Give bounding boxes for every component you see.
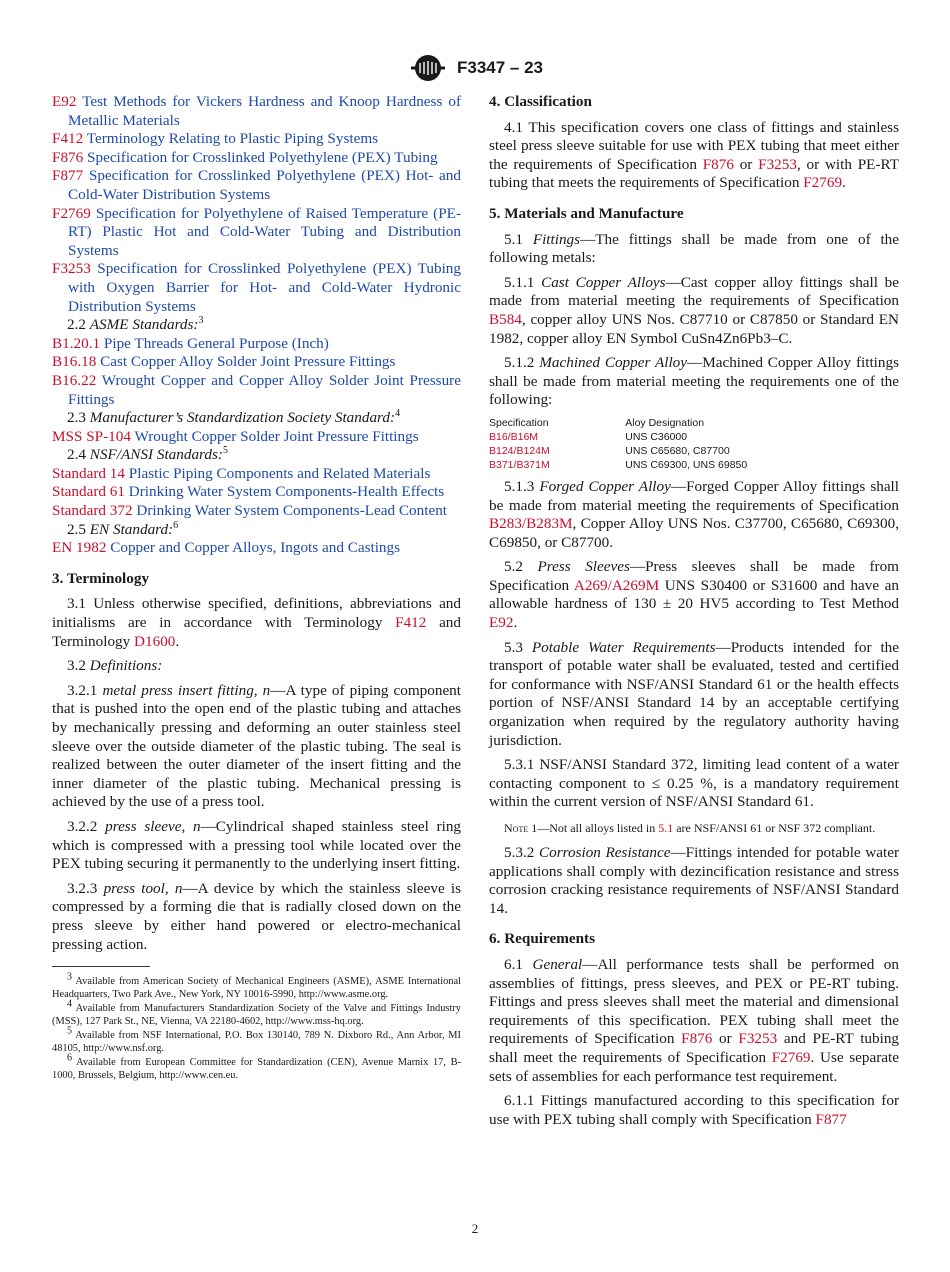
reference-title-link[interactable]: Cast Copper Alloy Solder Joint Pressure Fittings bbox=[100, 353, 396, 371]
reference-code-link[interactable]: F412 bbox=[52, 130, 84, 148]
reference-entry bbox=[52, 371, 461, 409]
reference-entry bbox=[52, 260, 461, 316]
reference-title-link[interactable]: Wrought Copper Solder Joint Pressure Fittings bbox=[134, 427, 419, 445]
reference-title-link[interactable]: Specification for Crosslinked Polyethylene (PEX) Hot- and Cold-Water Distribution Systems bbox=[68, 167, 461, 203]
section-5-heading: 5. Materials and Manufacture bbox=[489, 204, 684, 222]
note-1: Note 1—Not all alloys listed in 5.1 are NSF/ANSI 61 or NSF 372 compliant. bbox=[504, 821, 876, 835]
para-3-1: 3.1 Unless otherwise specified, definitions, abbreviations and initialisms are in accordance with Terminology F412 and Terminology D1600. bbox=[52, 595, 461, 650]
link-f3253[interactable]: F3253 bbox=[758, 155, 797, 173]
document-designation: F3347 – 23 bbox=[456, 58, 543, 77]
link-f2769[interactable]: F2769 bbox=[771, 1048, 811, 1066]
section-2-2: 2.2 ASME Standards:$^3$ bbox=[67, 315, 204, 334]
reference-code-link[interactable]: F3253 bbox=[52, 260, 91, 278]
link-f3253[interactable]: F3253 bbox=[738, 1030, 778, 1048]
astm-logo-icon bbox=[407, 53, 449, 83]
footnote: $^3$ Available from American Society of Mechanical Engineers (ASME), ASME International Headquarters, Two Park Ave., New York, NY 10016-5990, http://www.asme.org. bbox=[52, 971, 461, 1001]
reference-title-link[interactable]: Pipe Threads General Purpose (Inch) bbox=[103, 334, 329, 352]
para-3-2-3: 3.2.3 press tool, n—A device by which the stainless sleeve is compressed by a forming die that is radially closed down on the press sleeve by either hand powered or electro-mechanical pressing action. bbox=[52, 879, 461, 953]
reference-code-link[interactable]: MSS SP-104 bbox=[52, 427, 131, 445]
reference-title-link[interactable]: Wrought Copper and Copper Alloy Solder Joint Pressure Fittings bbox=[68, 371, 461, 408]
reference-code-link[interactable]: F2769 bbox=[52, 204, 91, 222]
left-column bbox=[52, 93, 461, 1083]
link-f2769[interactable]: F2769 bbox=[803, 174, 843, 192]
link-section-5-1[interactable]: 5.1 bbox=[658, 821, 674, 835]
table-row bbox=[489, 430, 899, 444]
reference-title-link[interactable]: Plastic Piping Components and Related Materials bbox=[128, 464, 431, 482]
reference-title-link[interactable]: Drinking Water System Components-Health Effects bbox=[128, 483, 445, 501]
section-2-3: 2.3 Manufacturer’s Standardization Society Standard:$^4$ bbox=[67, 408, 401, 427]
para-5-2: 5.2 Press Sleeves—Press sleeves shall be made from Specification A269/A269M UNS S30400 or S31600 and have an allowable hardness of 130 ± 20 HV5 according to Test Method E92. bbox=[489, 558, 899, 632]
para-5-3-2: 5.3.2 Corrosion Resistance—Fittings intended for potable water applications shall comply with dezincification resistance and stress corrosion cracking resistance requirements of NSF/ANSI Standard 14. bbox=[489, 844, 900, 917]
para-6-1: 6.1 General—All performance tests shall be performed on assemblies of fittings, press sleeves, and PEX or PE-RT tubing. Fittings and press sleeves shall meet the material and dimensional requirements of this specification. PEX tubing shall meet the requirements of Specification F876 or F3253 and PE-RT tubing shall meet the requirements of Specification F2769. Use separate sets of assemblies for each performance test requirement. bbox=[489, 955, 900, 1085]
page-header bbox=[0, 53, 950, 83]
table-header-specification: Specification bbox=[489, 416, 549, 429]
reference-title-link[interactable]: Drinking Water System Components-Lead Content bbox=[136, 502, 448, 520]
reference-entry bbox=[52, 167, 461, 204]
table-cell-spec[interactable]: B124/B124M bbox=[489, 444, 550, 457]
reference-code-link[interactable]: Standard 61 bbox=[52, 483, 125, 501]
reference-entry bbox=[52, 502, 461, 521]
section-2-4: 2.4 NSF/ANSI Standards:$^5$ bbox=[67, 445, 228, 464]
table-cell-spec[interactable]: B16/B16M bbox=[489, 430, 539, 443]
reference-code-link[interactable]: F877 bbox=[52, 167, 84, 185]
reference-code-link[interactable]: B16.18 bbox=[52, 353, 97, 371]
reference-entry bbox=[52, 427, 461, 447]
reference-title-link[interactable]: Specification for Polyethylene of Raised Temperature (PE-RT) Plastic Hot and Cold-Water Tubing and Distribution Systems bbox=[68, 204, 462, 259]
reference-title-link[interactable]: Test Methods for Vickers Hardness and Knoop Hardness of Metallic Materials bbox=[68, 93, 461, 129]
right-column bbox=[489, 93, 899, 1135]
reference-entry bbox=[52, 93, 461, 130]
reference-code-link[interactable]: Standard 14 bbox=[52, 464, 125, 482]
link-b584[interactable]: B584 bbox=[489, 310, 522, 328]
reference-title-link[interactable]: Terminology Relating to Plastic Piping Systems bbox=[86, 130, 379, 148]
link-f876[interactable]: F876 bbox=[702, 155, 734, 173]
table-cell-alloy: UNS C69300, UNS 69850 bbox=[625, 458, 748, 471]
table-cell-alloy: UNS C65680, C87700 bbox=[625, 444, 730, 457]
table-header-alloy-designation: Aloy Designation bbox=[625, 416, 705, 429]
section-2-5: 2.5 EN Standard:$^6$ bbox=[67, 519, 179, 538]
table-row bbox=[489, 458, 899, 472]
link-f876[interactable]: F876 bbox=[681, 1030, 713, 1048]
reference-entry bbox=[52, 483, 461, 502]
para-5-1-3: 5.1.3 Forged Copper Alloy—Forged Copper Alloy fittings shall be made from material meeting the requirements of Specification B283/B283M, Copper Alloy UNS Nos. C37700, C65680, C69300, C69850, or C87700. bbox=[489, 477, 899, 551]
reference-title-link[interactable]: Specification for Crosslinked Polyethylene (PEX) Tubing bbox=[87, 148, 438, 166]
reference-entry bbox=[52, 464, 461, 484]
para-5-3-1: 5.3.1 NSF/ANSI Standard 372, limiting lead content of a water contacting component to ≤ 0.25 %, is a mandatory requirement within the current version of NSF/ANSI Standard 61. bbox=[489, 756, 899, 811]
para-4-1: 4.1 This specification covers one class of fittings and stainless steel press sleeve suitable for use with PEX tubing that meet either the requirements of Specification F876 or F3253, or with PE-RT tubing that meets the requirements of Specification F2769. bbox=[489, 118, 900, 192]
para-5-1-2: 5.1.2 Machined Copper Alloy—Machined Copper Alloy fittings shall be made from material meeting the requirements one of the following: bbox=[489, 354, 899, 409]
para-3-2: 3.2 Definitions: bbox=[67, 657, 163, 675]
para-5-1: 5.1 Fittings—The fittings shall be made from one of the following metals: bbox=[489, 230, 900, 267]
reference-code-link[interactable]: Standard 372 bbox=[52, 502, 133, 520]
reference-entry bbox=[52, 148, 461, 168]
section-6-heading: 6. Requirements bbox=[489, 930, 596, 948]
link-f877[interactable]: F877 bbox=[815, 1110, 847, 1128]
section-4-heading: 4. Classification bbox=[489, 93, 592, 110]
footnote: $^5$ Available from NSF International, P.O. Box 130140, 789 N. Dixboro Rd., Ann Arbor, MI 48105, http://www.nsf.org. bbox=[52, 1025, 462, 1055]
reference-entry bbox=[52, 334, 461, 354]
reference-entry bbox=[52, 204, 462, 261]
section-3-heading: 3. Terminology bbox=[52, 569, 150, 587]
link-d1600[interactable]: D1600 bbox=[134, 632, 176, 650]
link-b283[interactable]: B283/B283M bbox=[489, 515, 573, 533]
reference-title-link[interactable]: Specification for Crosslinked Polyethylene (PEX) Tubing with Oxygen Barrier for Hot- and Cold-Water Hydronic Distribution Systems bbox=[68, 260, 461, 315]
reference-code-link[interactable]: B1.20.1 bbox=[52, 334, 101, 352]
para-3-2-2: 3.2.2 press sleeve, n—Cylindrical shaped stainless steel ring which is compressed with a pressing tool while located over the PEX tubing securing it permanently to the underlying insert fitting. bbox=[52, 817, 462, 873]
reference-code-link[interactable]: F876 bbox=[52, 148, 84, 166]
table-row bbox=[489, 444, 899, 458]
footnote-divider bbox=[52, 966, 150, 967]
table-cell-alloy: UNS C36000 bbox=[625, 430, 688, 443]
para-6-1-1: 6.1.1 Fittings manufactured according to this specification for use with PEX tubing shall comply with Specification F877 bbox=[489, 1092, 899, 1128]
link-a269[interactable]: A269/A269M bbox=[573, 576, 660, 594]
link-f412[interactable]: F412 bbox=[395, 614, 427, 632]
reference-code-link[interactable]: B16.22 bbox=[52, 371, 97, 389]
reference-entry bbox=[52, 539, 461, 558]
reference-code-link[interactable]: E92 bbox=[52, 93, 77, 110]
alloy-table bbox=[489, 416, 899, 472]
footnote: $^4$ Available from Manufacturers Standardization Society of the Valve and Fittings Industry (MSS), 127 Park St., NE, Vienna, VA 22180-4602, http://www.mss-hq.org. bbox=[52, 998, 462, 1028]
reference-code-link[interactable]: EN 1982 bbox=[52, 539, 107, 557]
reference-entry bbox=[52, 353, 461, 372]
footnote: $^6$ Available from European Committee for Standardization (CEN), Avenue Marnix 17, B-1000, Brussels, Belgium, http://www.cen.eu. bbox=[52, 1052, 462, 1082]
link-e92[interactable]: E92 bbox=[489, 614, 514, 632]
reference-entry bbox=[52, 130, 461, 149]
table-cell-spec[interactable]: B371/B371M bbox=[489, 458, 550, 471]
para-5-1-1: 5.1.1 Cast Copper Alloys—Cast copper alloy fittings shall be made from material meeting the requirements of Specification B584, copper alloy UNS Nos. C87710 or C87850 or Standard EN 1982, copper alloy EN Symbol CuSn4Zn6Pb3–C. bbox=[489, 273, 899, 347]
para-3-2-1: 3.2.1 metal press insert fitting, n—A type of piping component that is pushed into the open end of the plastic tubing and attaches by mechanically pressing and deforming an outer stainless steel sleeve over the outside diameter of the plastic tubing. The seal is realized between the outer diameter of the insert fitting and the inner diameter of the plastic tubing. Mechanical pressing is achieved by the use of a press tool. bbox=[52, 681, 462, 811]
page-number: 2 bbox=[471, 1221, 479, 1236]
reference-title-link[interactable]: Copper and Copper Alloys, Ingots and Castings bbox=[110, 539, 401, 557]
para-5-3: 5.3 Potable Water Requirements—Products intended for the transport of potable water shall be evaluated, tested and certified for conformance with NSF/ANSI Standard 61 or the health effects portion of NSF/ANSI Standard 14 by an acceptable certifying organization when required by the regulatory authority having jurisdiction. bbox=[489, 638, 900, 749]
